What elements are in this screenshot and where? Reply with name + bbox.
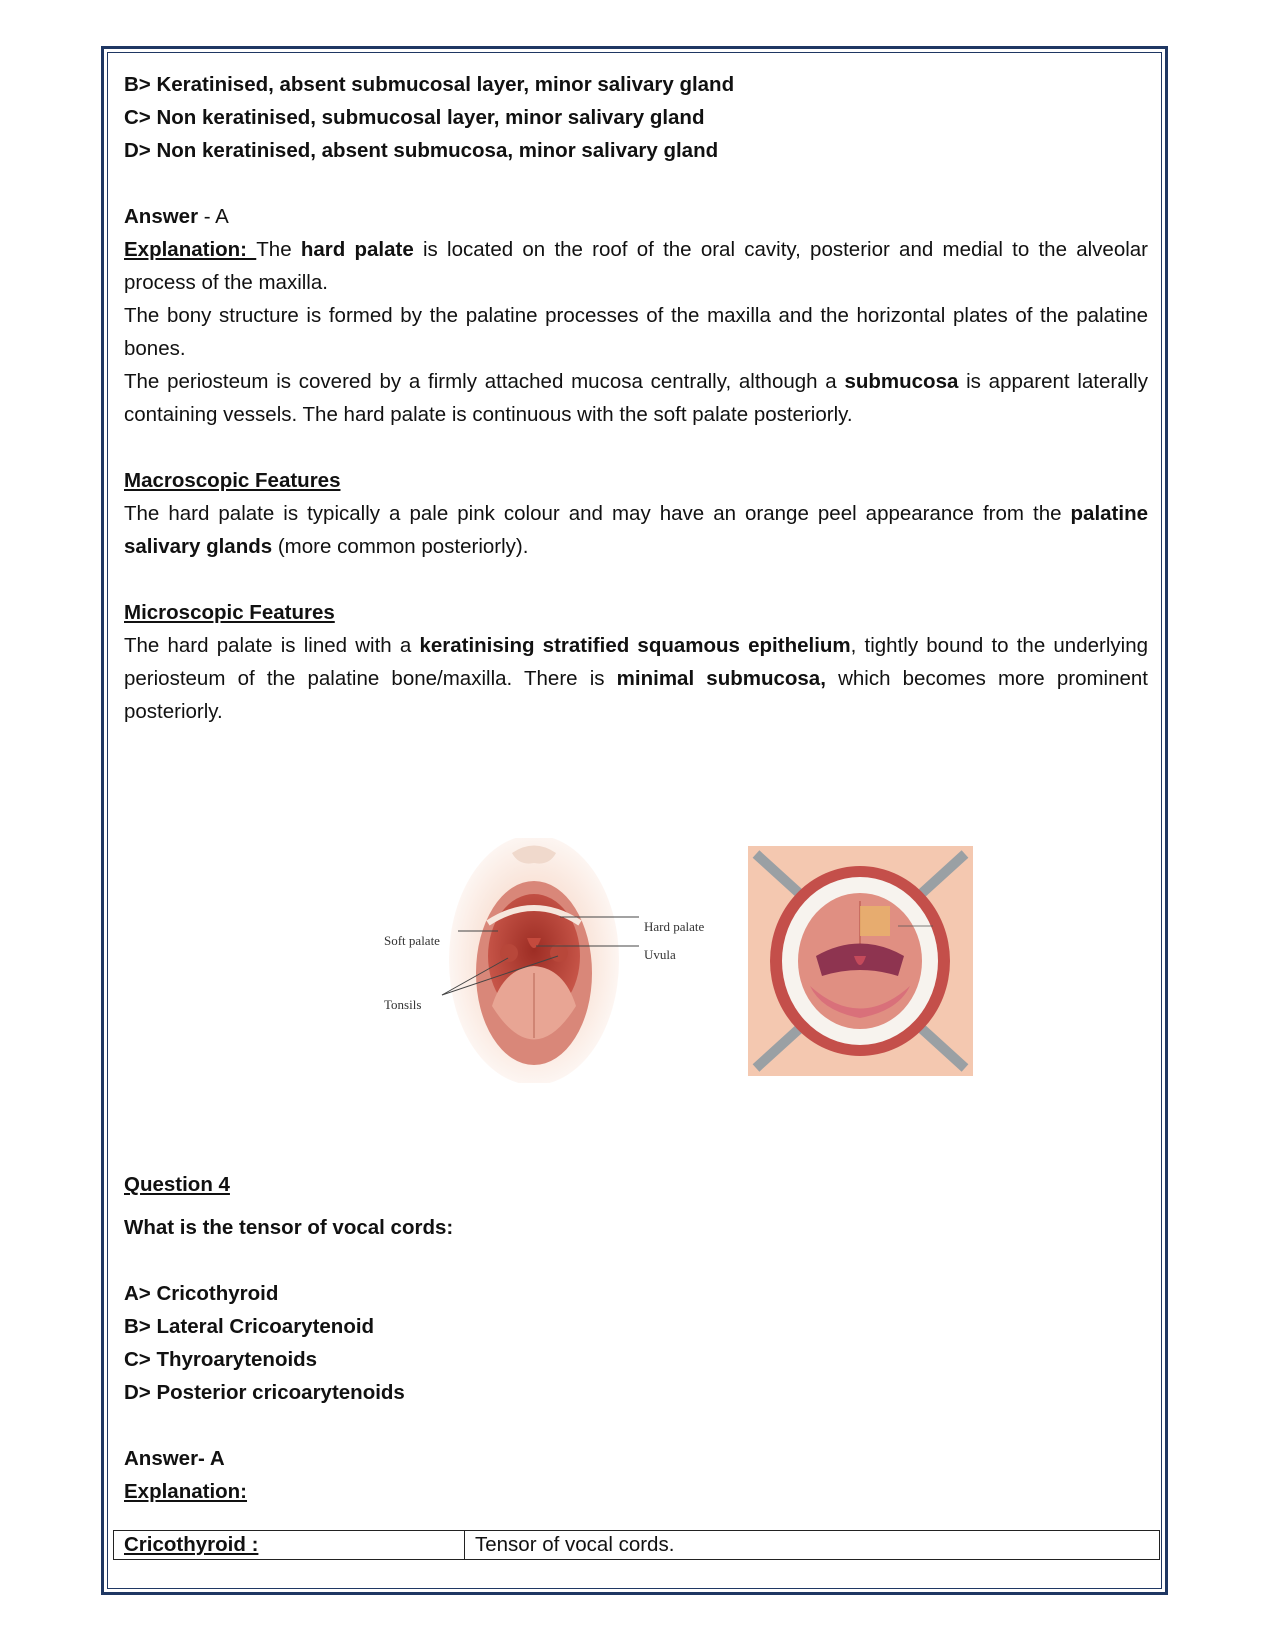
label-tonsils: Tonsils xyxy=(384,997,422,1012)
option-b: B> Keratinised, absent submucosal layer, minor salivary gland xyxy=(124,73,735,96)
question-4-text: What is the tensor of vocal cords: xyxy=(124,1216,454,1239)
label-hard-palate: Hard palate xyxy=(644,919,705,934)
q4-explanation-label: Explanation: xyxy=(124,1480,248,1503)
document-body xyxy=(124,68,1148,1508)
option-d: D> Non keratinised, absent submucosa, minor salivary gland xyxy=(124,139,719,162)
q4-answer: Answer- A xyxy=(124,1447,225,1470)
answer-line: Answer - A xyxy=(124,205,229,228)
label-uvula: Uvula xyxy=(644,947,676,962)
macroscopic-text: The hard palate is typically a pale pink colour and may have an orange peel appearance from the palatine salivary glands (more common posteriorly). xyxy=(124,502,1148,558)
table-definition-cell: Tensor of vocal cords. xyxy=(465,1531,1160,1560)
table-term-cell: Cricothyroid : xyxy=(114,1531,465,1560)
explanation-paragraph-1: Explanation: The hard palate is located on the roof of the oral cavity, posterior and medial to the alveolar process of the maxilla. xyxy=(124,238,1148,294)
label-soft-palate: Soft palate xyxy=(384,933,440,948)
q4-option-b: B> Lateral Cricoarytenoid xyxy=(124,1315,375,1338)
macroscopic-heading: Macroscopic Features xyxy=(124,469,341,492)
q4-option-d: D> Posterior cricoarytenoids xyxy=(124,1381,405,1404)
explanation-paragraph-2: The bony structure is formed by the palatine processes of the maxilla and the horizontal plates of the palatine bones. xyxy=(124,304,1148,360)
microscopic-heading: Microscopic Features xyxy=(124,601,335,624)
figure-area xyxy=(124,728,1148,1168)
explanation-table xyxy=(113,1530,1160,1560)
explanation-paragraph-3: The periosteum is covered by a firmly attached mucosa centrally, although a submucosa is apparent laterally containing vessels. The hard palate is continuous with the soft palate posteriorly. xyxy=(124,370,1148,426)
question-4-heading: Question 4 xyxy=(124,1173,230,1196)
q4-option-a: A> Cricothyroid xyxy=(124,1282,279,1305)
hard-palate-illustration xyxy=(748,846,973,1076)
option-c: C> Non keratinised, submucosal layer, minor salivary gland xyxy=(124,106,705,129)
table-row xyxy=(114,1531,1160,1560)
q4-option-c: C> Thyroarytenoids xyxy=(124,1348,318,1371)
microscopic-text: The hard palate is lined with a keratinising stratified squamous epithelium, tightly bound to the underlying periosteum of the palatine bone/maxilla. There is minimal submucosa, which becomes more prominent posteriorly. xyxy=(124,634,1148,723)
